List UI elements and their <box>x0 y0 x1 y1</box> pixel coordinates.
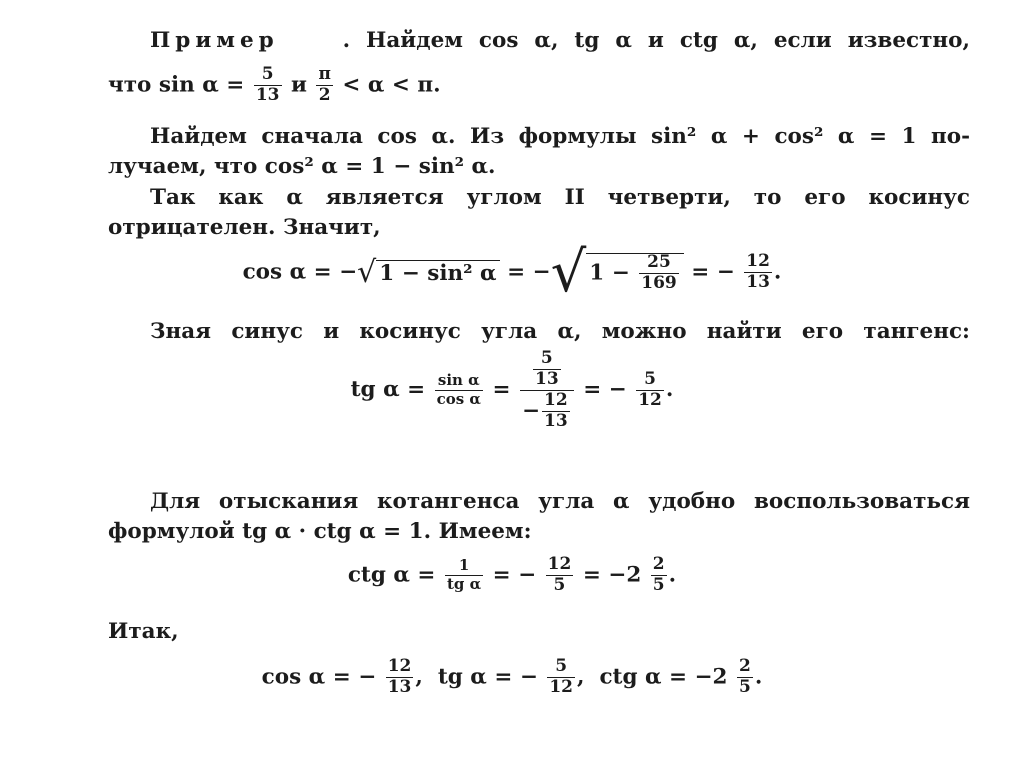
tg-eq-minus: = − <box>583 377 627 403</box>
frac-num: 5 <box>547 658 575 678</box>
example-condition-line <box>108 66 970 105</box>
complex-numerator <box>520 350 574 391</box>
frac-num: 2 <box>652 554 665 574</box>
fraction-5-12 <box>547 658 575 697</box>
frac-den: tg α <box>446 574 482 593</box>
fraction-25-169 <box>639 251 679 293</box>
sqrt-2-pre: 1 − <box>589 260 630 285</box>
frac-num: 5 <box>636 371 664 391</box>
condition-and: и <box>291 72 307 98</box>
sqrt-2: √ 1 − $\frac{25}{169}$ <box>551 240 684 305</box>
final-sep-2: , ctg α = −2 <box>577 664 728 690</box>
ctg-eq-minus: = − <box>492 562 537 588</box>
formula-end: . <box>754 664 763 690</box>
frac-num: 2 <box>739 656 751 676</box>
complex-denominator <box>520 391 574 431</box>
fraction-5-13 <box>533 350 561 389</box>
pi-half-fraction <box>316 66 332 105</box>
sqrt-1: √ 1 − sin² α <box>357 255 499 290</box>
frac-den: 13 <box>535 368 559 389</box>
frac-den: 169 <box>641 272 677 293</box>
paragraph-2-line-2: отрицателен. Значит, <box>108 215 381 240</box>
sqrt-1-body: 1 − sin² α <box>376 260 499 286</box>
frac-num: sin α <box>435 373 483 391</box>
fraction-5-12 <box>636 368 664 410</box>
paragraph-5-line-1: Итак, <box>108 619 179 644</box>
formula-ctg <box>0 556 1024 595</box>
tg-lhs: tg α = <box>350 377 426 403</box>
fraction-12-13 <box>542 389 570 431</box>
frac-den: 13 <box>544 410 568 431</box>
frac-num: 12 <box>387 656 412 676</box>
condition-prefix: что sin α = <box>108 72 245 98</box>
paragraph-4-line-2: формулой tg α · ctg α = 1. Имеем: <box>108 519 532 544</box>
paragraph-2-line-1: Так как α является углом II четверти, то его косинус <box>150 185 970 210</box>
frac-den: 5 <box>739 676 751 697</box>
complex-fraction <box>520 350 574 430</box>
final-sep-1: , tg α = − <box>415 664 538 690</box>
sin-fraction <box>254 66 282 105</box>
frac-num: 5 <box>533 350 561 370</box>
frac-den: 13 <box>746 272 770 292</box>
frac-num: 25 <box>639 254 679 274</box>
ctg-lhs: ctg α = <box>347 562 436 588</box>
example-heading-line <box>150 26 970 56</box>
frac-num: 12 <box>544 389 568 410</box>
frac-den: 5 <box>553 574 566 595</box>
frac-den: 13 <box>387 676 412 697</box>
minus-sign: − <box>522 398 541 424</box>
fraction-12-13 <box>386 658 414 697</box>
tg-eq: = <box>492 377 511 403</box>
frac-num: 12 <box>746 251 770 272</box>
formula-tg <box>0 350 1024 430</box>
cos-mid: = − <box>507 259 551 285</box>
sqrt-2-body <box>586 253 683 293</box>
frac-den: cos α <box>436 389 481 408</box>
formula-final <box>0 658 1024 697</box>
fraction-sin-cos <box>435 370 483 408</box>
condition-suffix: < α < π. <box>342 72 441 98</box>
fraction-2-5 <box>737 658 753 697</box>
formula-end: . <box>665 377 674 403</box>
formula-end: . <box>668 562 677 588</box>
fraction-2-5 <box>651 556 667 595</box>
frac-den: 5 <box>652 574 665 595</box>
fraction-1-tg <box>445 558 483 593</box>
sin-numerator: 5 <box>254 66 282 86</box>
paragraph-3-line-1: Зная синус и косинус угла α, можно найти его тангенс: <box>150 319 970 344</box>
example-label: Пример <box>150 28 279 53</box>
frac-den: 12 <box>549 676 574 697</box>
final-cos-lhs: cos α = − <box>261 664 377 690</box>
paragraph-1-line-1: Найдем сначала cos α. Из формулы sin² α + cos² α = 1 по- <box>150 124 970 149</box>
ctg-eq-minus-2: = −2 <box>582 562 642 588</box>
example-title-text: . Найдем cos α, tg α и ctg α, если известно, <box>342 28 970 53</box>
frac-den: 12 <box>638 389 662 410</box>
frac-num: 12 <box>547 554 572 574</box>
formula-cos <box>0 240 1024 305</box>
pi-denominator: 2 <box>318 84 331 105</box>
fraction-12-5 <box>546 556 574 595</box>
paragraph-4-line-1: Для отыскания котангенса угла α удобно воспользоваться <box>150 489 970 514</box>
cos-lhs: cos α = − <box>242 259 358 285</box>
cos-eq-minus: = − <box>691 259 735 285</box>
sin-denominator: 13 <box>255 84 280 105</box>
pi-numerator: π <box>318 64 331 84</box>
frac-num: 1 <box>445 558 483 576</box>
fraction-12-13 <box>744 253 772 292</box>
paragraph-1-line-2: лучаем, что cos² α = 1 − sin² α. <box>108 154 496 179</box>
formula-end: . <box>773 259 782 285</box>
